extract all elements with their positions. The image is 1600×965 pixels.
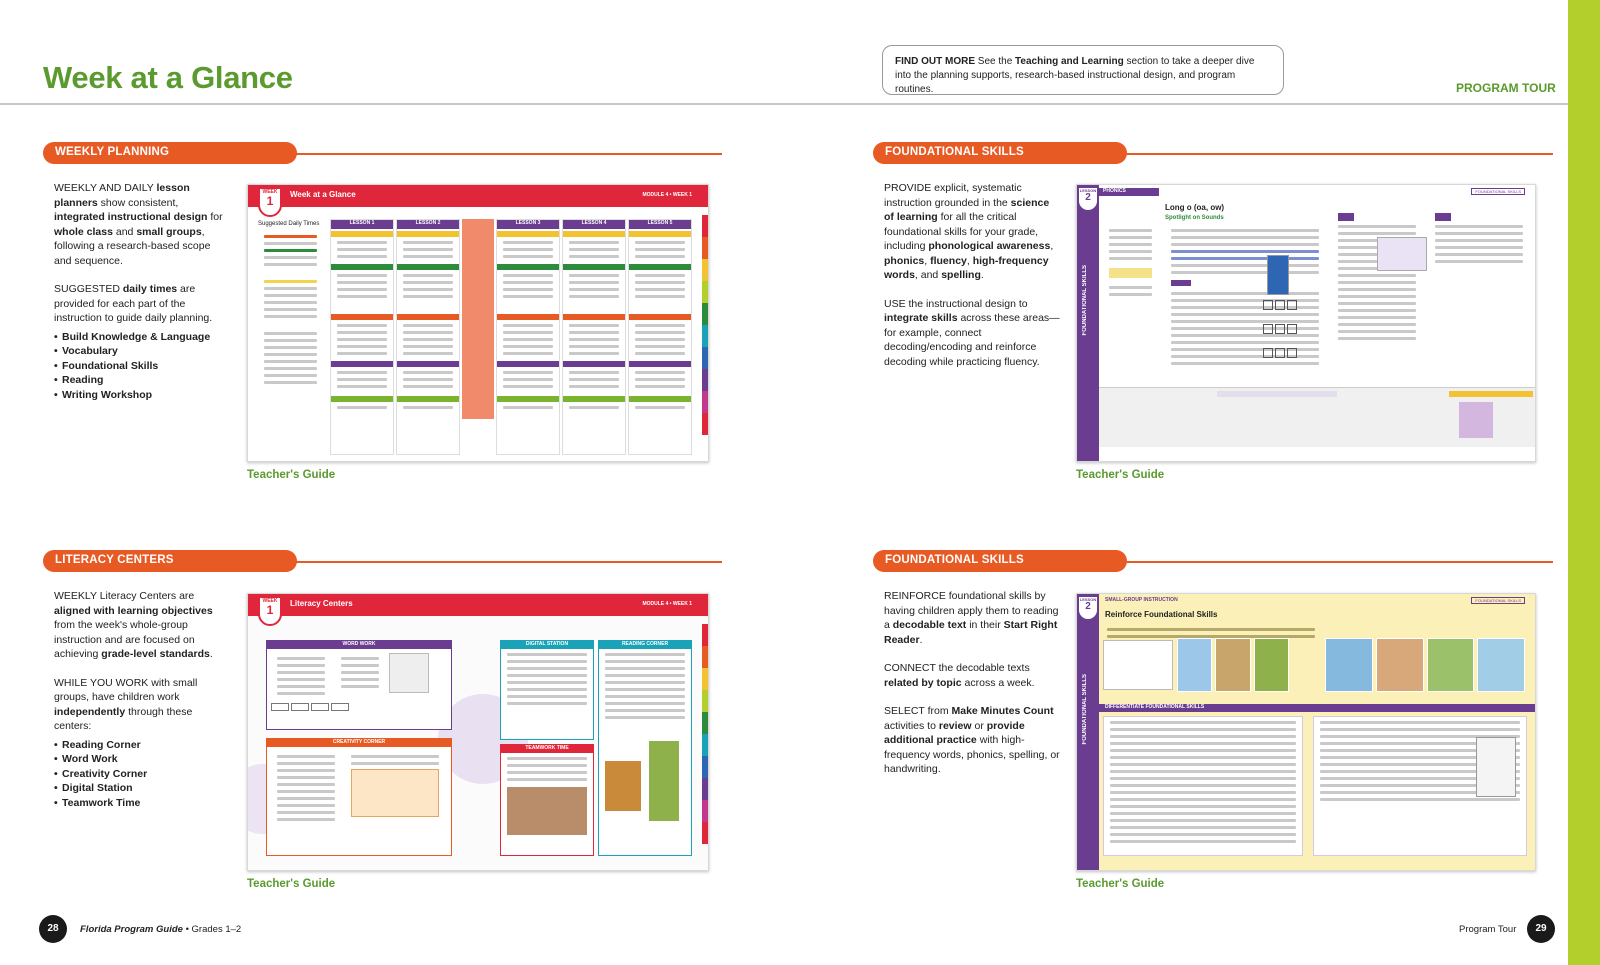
creativity-corner-label: CREATIVITY CORNER	[267, 739, 451, 747]
lesson-badge	[1079, 188, 1097, 210]
weekly-planning-pill: WEEKLY PLANNING	[43, 142, 297, 164]
header-divider	[0, 103, 1568, 105]
lesson-2-header: LESSON 2	[397, 220, 459, 229]
teamwork-time-label: TEAMWORK TIME	[501, 745, 593, 753]
lesson-1-header: LESSON 1	[331, 220, 393, 229]
digital-station-box	[500, 640, 594, 740]
word-work-label: WORD WORK	[267, 641, 451, 649]
find-out-more-box	[882, 45, 1284, 95]
week-badge-number: 1	[266, 194, 274, 208]
centers-module-label: MODULE 4 • WEEK 1	[642, 601, 692, 607]
program-tour-label: PROGRAM TOUR	[1456, 81, 1556, 95]
weekly-planning-p2: SUGGESTED daily times are provided for each part of the instruction to guide daily planning.	[54, 283, 213, 324]
lesson-side-band	[1077, 185, 1099, 462]
phonics-thumbnail	[1076, 184, 1536, 462]
side-label: FOUNDATIONAL SKILLS	[1082, 265, 1088, 336]
list-item: • Creativity Corner	[54, 767, 230, 782]
tab-strip	[702, 215, 708, 435]
lesson-badge-number: 2	[1085, 192, 1091, 203]
literacy-centers-p1: WEEKLY Literacy Centers are aligned with learning objectives from the week's whole-group instruction and are focused on achieving grade-level standards.	[54, 590, 213, 660]
lesson-gap-highlight	[462, 219, 494, 419]
list-item: • Writing Workshop	[54, 388, 230, 403]
right-page-number: 29	[1527, 915, 1555, 943]
foundational-skills-rule-2	[1120, 561, 1553, 563]
lesson-badge-label: LESSON	[1079, 188, 1097, 193]
weekly-planning-list	[54, 330, 230, 403]
right-footer-text: Program Tour	[1459, 924, 1517, 935]
literacy-centers-list	[54, 738, 230, 811]
foundational-skills-2-p2: CONNECT the decodable texts related by topic across a week.	[884, 662, 1035, 689]
literacy-centers-thumbnail	[247, 593, 709, 871]
weekly-planning-p1: WEEKLY AND DAILY lesson planners show consistent, integrated instructional design for whole class and small groups, following a research-based scope and sequence.	[54, 182, 223, 267]
list-item: • Reading Corner	[54, 738, 230, 753]
foundational-skills-pill: FOUNDATIONAL SKILLS	[873, 142, 1127, 164]
planner-side-title: Suggested Daily Times	[258, 221, 320, 227]
find-out-more-text: See the	[975, 56, 1016, 67]
lesson-badge-number: 2	[1085, 601, 1091, 612]
phonics-tab: FOUNDATIONAL SKILLS	[1471, 188, 1525, 195]
phonics-subheading: Spotlight on Sounds	[1165, 215, 1224, 221]
list-item: • Word Work	[54, 752, 230, 767]
weekly-planning-rule	[290, 153, 722, 155]
weekly-planning-caption: Teacher's Guide	[247, 469, 336, 481]
small-group-tab: FOUNDATIONAL SKILLS	[1471, 597, 1525, 604]
find-out-more-label: FIND OUT MORE	[895, 56, 975, 67]
tab-strip	[702, 624, 708, 844]
program-guide-title: Florida Program Guide	[80, 924, 183, 935]
foundational-skills-2-p1: REINFORCE foundational skills by having children apply them to reading a decodable text in their Start Right Reader.	[884, 590, 1059, 646]
creativity-corner-box	[266, 738, 452, 856]
literacy-centers-pill: LITERACY CENTERS	[43, 550, 297, 572]
reader-pages-1	[1177, 638, 1289, 692]
lesson-columns	[330, 219, 692, 455]
phonics-heading: Long o (oa, ow)	[1165, 203, 1225, 212]
foundational-skills-2-p3: SELECT from Make Minutes Count activities to review or provide additional practice with high-frequency words, phonics, spelling, or handwriting.	[884, 705, 1060, 775]
planner-header-title: Week at a Glance	[290, 190, 356, 199]
literacy-centers-rule	[290, 561, 722, 563]
left-footer-text	[80, 924, 241, 935]
differentiate-band: DIFFERENTIATE FOUNDATIONAL SKILLS	[1099, 704, 1536, 712]
foundational-skills-text-2	[884, 589, 1060, 791]
week-badge	[258, 187, 282, 217]
planner-module-label: MODULE 4 • WEEK 1	[642, 192, 692, 198]
word-card	[1103, 640, 1173, 690]
lesson-badge-label: LESSON	[1079, 597, 1097, 602]
literacy-centers-text	[54, 589, 230, 810]
photo-card	[1267, 255, 1289, 295]
teaching-learning-link[interactable]: Teaching and Learning	[1015, 56, 1124, 67]
list-item: • Foundational Skills	[54, 359, 230, 374]
foundational-skills-p1: PROVIDE explicit, systematic instruction grounded in the science of learning for all the critical foundational skills for your grade, including phonological awareness, phonics, fluency, high-frequency words, and spelling.	[884, 182, 1054, 281]
digital-station-label: DIGITAL STATION	[501, 641, 593, 649]
page-title: Week at a Glance	[43, 60, 293, 95]
week-badge-label: WEEK	[262, 598, 278, 604]
word-grid	[1377, 237, 1427, 271]
small-group-heading: Reinforce Foundational Skills	[1105, 610, 1218, 619]
lesson-badge	[1079, 597, 1097, 619]
reading-corner-box	[598, 640, 692, 856]
word-work-box	[266, 640, 452, 730]
side-label: FOUNDATIONAL SKILLS	[1082, 674, 1088, 745]
literacy-centers-caption: Teacher's Guide	[247, 878, 336, 890]
foundational-skills-caption: Teacher's Guide	[1076, 469, 1165, 481]
week-badge-label: WEEK	[262, 189, 278, 195]
weekly-planning-text	[54, 181, 230, 402]
week-badge-number: 1	[266, 603, 274, 617]
letter-tiles	[1263, 300, 1323, 370]
list-item: • Digital Station	[54, 781, 230, 796]
centers-header-title: Literacy Centers	[290, 599, 353, 608]
weekly-planner-thumbnail	[247, 184, 709, 462]
side-accent-bar	[1568, 0, 1600, 965]
lesson-5-header: LESSON 5	[629, 220, 691, 229]
support-strip	[1099, 387, 1536, 447]
lesson-4-header: LESSON 4	[563, 220, 625, 229]
list-item: • Vocabulary	[54, 344, 230, 359]
foundational-skills-rule	[1120, 153, 1553, 155]
literacy-centers-p2: WHILE YOU WORK with small groups, have children work independently through these centers:	[54, 676, 198, 732]
left-page-number: 28	[39, 915, 67, 943]
foundational-skills-pill-2: FOUNDATIONAL SKILLS	[873, 550, 1127, 572]
foundational-skills-p2: USE the instructional design to integrate skills across these areas—for example, connect decoding/encoding and reinforce decoding while practicing fluency.	[884, 297, 1060, 368]
small-group-thumbnail	[1076, 593, 1536, 871]
teamwork-time-box	[500, 744, 594, 856]
foundational-skills-text	[884, 181, 1060, 383]
list-item: • Reading	[54, 373, 230, 388]
phonics-band: PHONICS	[1099, 188, 1159, 196]
reading-corner-label: READING CORNER	[599, 641, 691, 649]
find-out-more-text-rest: section to take a deeper dive into the planning supports, research-based instructional design, and program routines.	[895, 56, 1255, 95]
grades-label: • Grades 1–2	[182, 924, 242, 935]
lesson-3-header: LESSON 3	[497, 220, 559, 229]
foundational-skills-caption-2: Teacher's Guide	[1076, 878, 1165, 890]
list-item: • Build Knowledge & Language	[54, 330, 230, 345]
small-group-band: SMALL-GROUP INSTRUCTION	[1105, 597, 1178, 603]
reader-pages-2	[1325, 638, 1525, 692]
week-badge	[258, 596, 282, 626]
list-item: • Teamwork Time	[54, 796, 230, 811]
